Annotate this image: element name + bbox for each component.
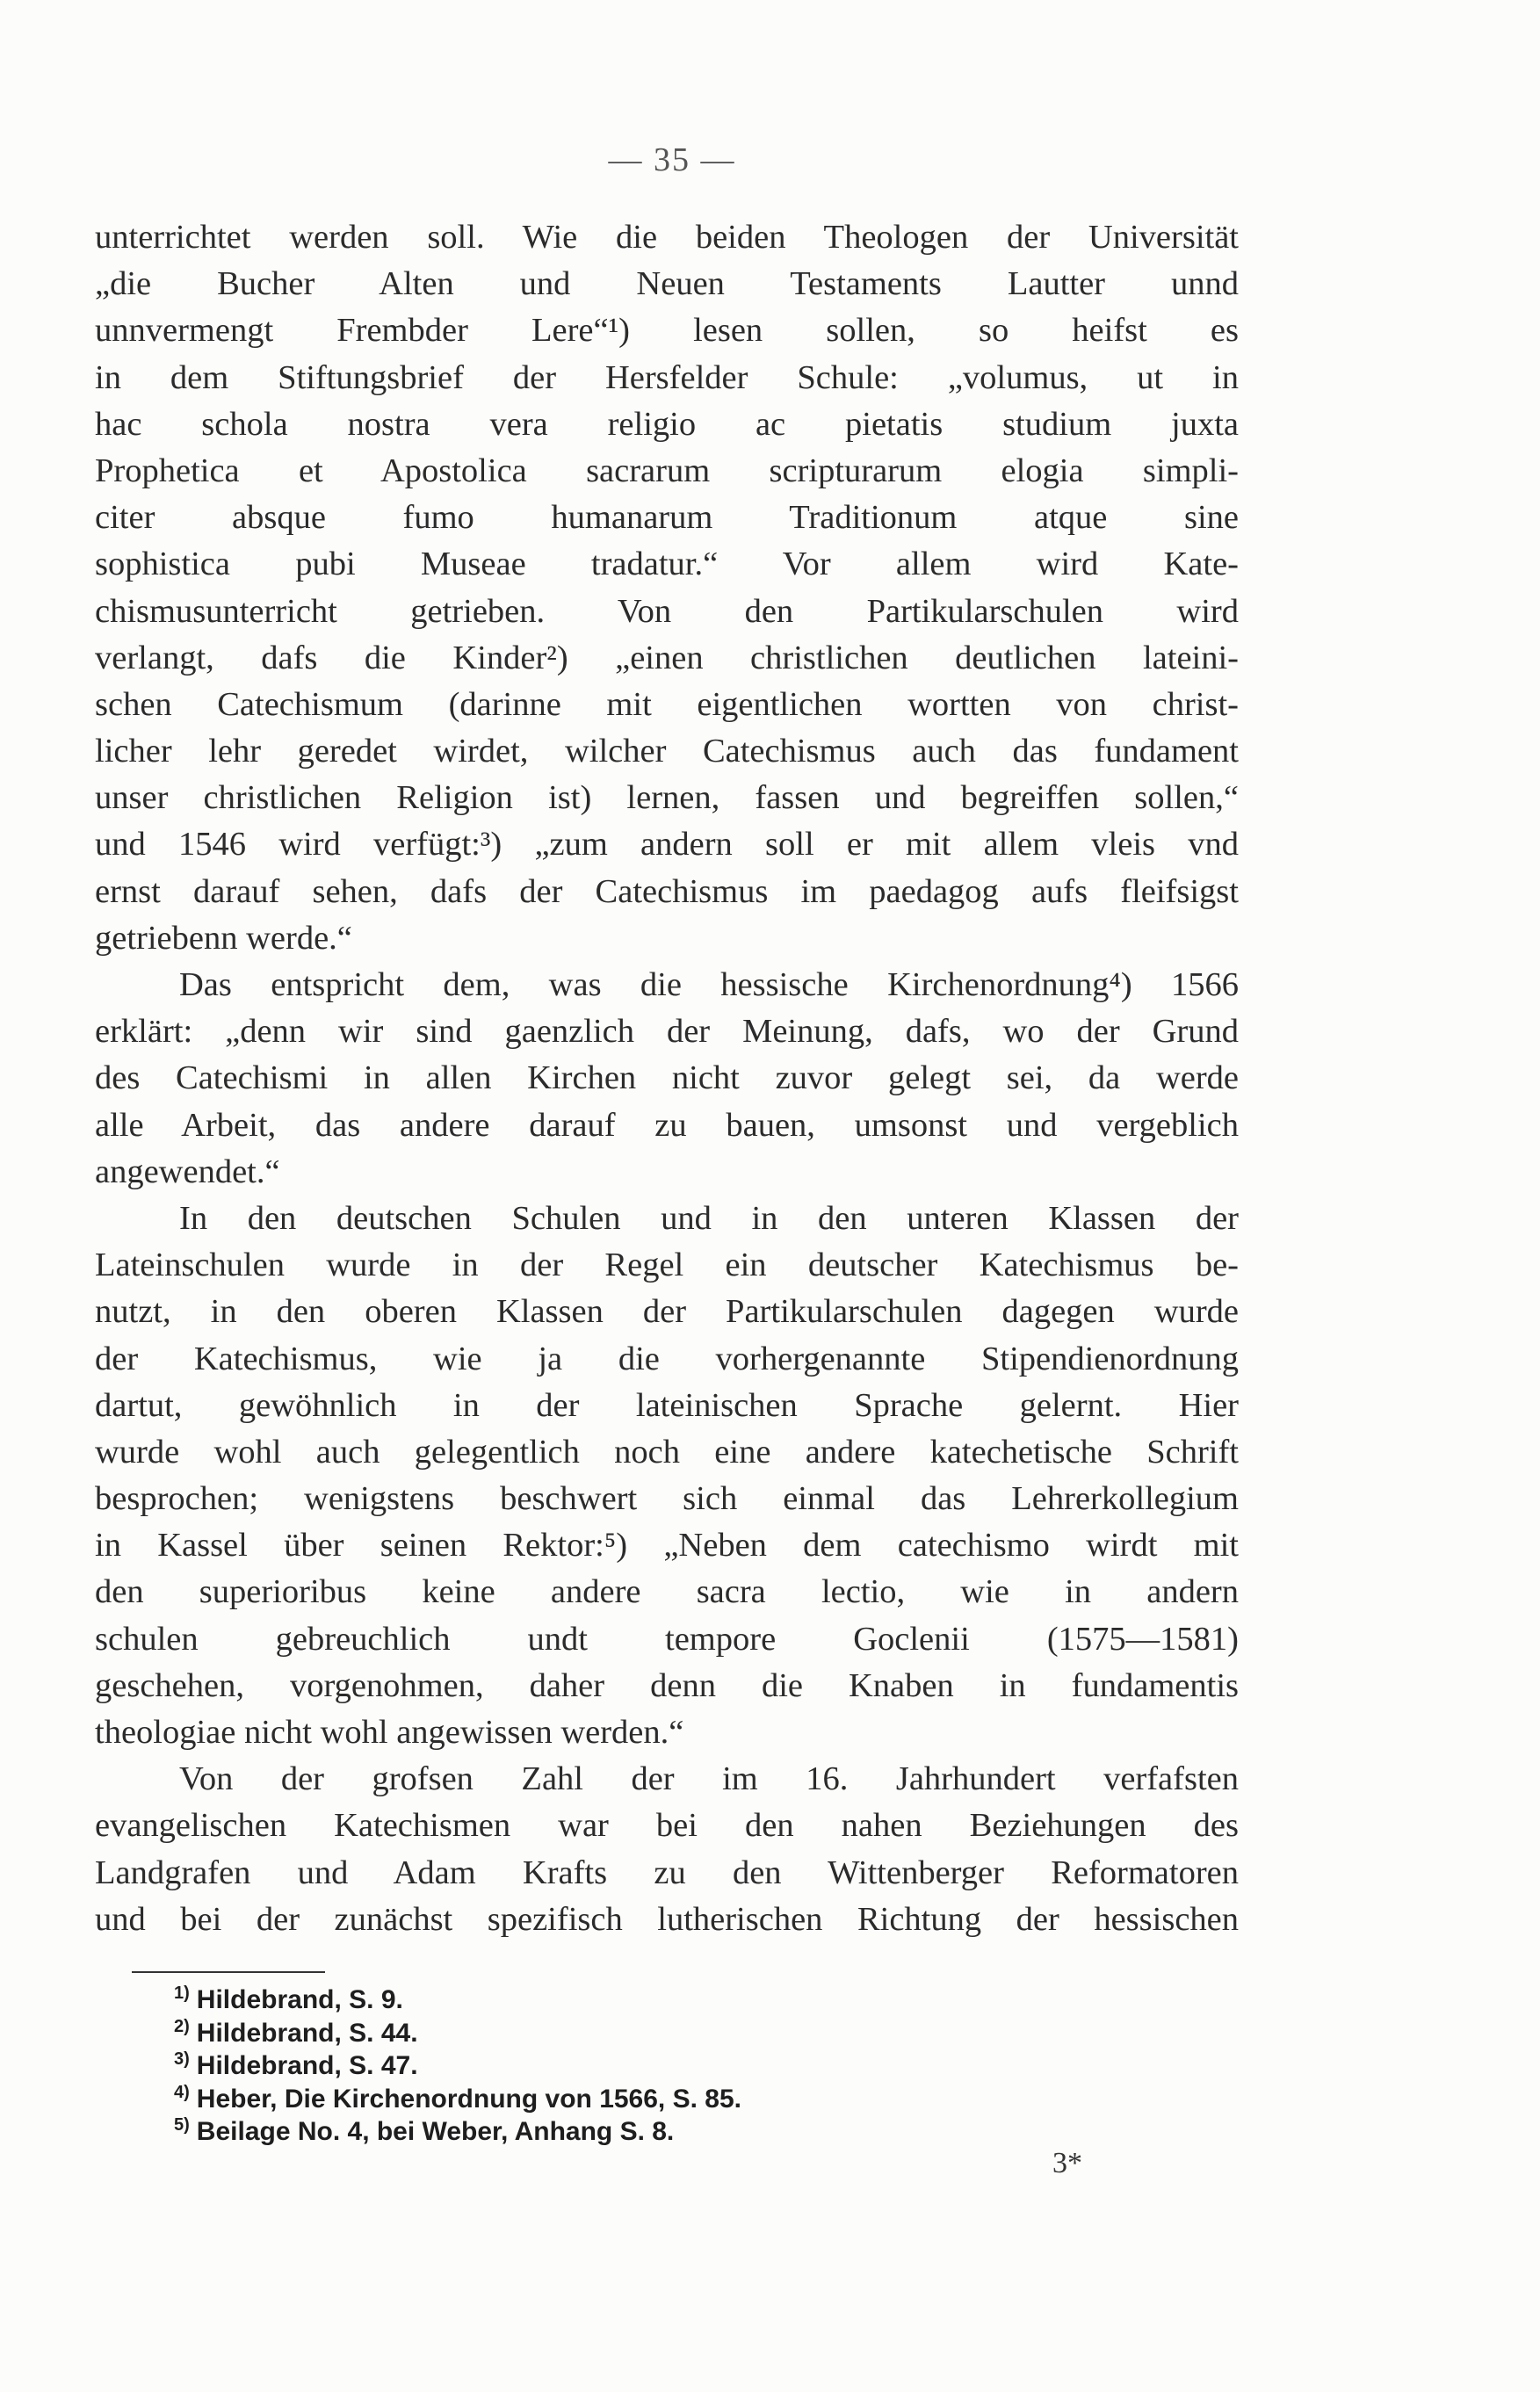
text-line: verlangt, dafs die Kinder²) „einen christlichen deutlichen lateini- xyxy=(95,639,1239,676)
text-line: citer absque fumo humanarum Traditionum atque sine xyxy=(95,499,1239,537)
footnotes xyxy=(174,1984,741,2149)
text-line: theologiae nicht wohl angewissen werden.“ xyxy=(95,1714,684,1751)
text-line: geschehen, vorgenohmen, daher denn die Knaben in fundamentis xyxy=(95,1666,1239,1704)
footnote-text: Hildebrand, S. 44. xyxy=(196,2018,418,2048)
text-line: hac schola nostra vera religio ac pietatis studium juxta xyxy=(95,405,1239,443)
text-line: den superioribus keine andere sacra lectio, wie in andern xyxy=(95,1573,1239,1611)
text-line: unnvermengt Frembder Lere“¹) lesen sollen, so heifst es xyxy=(95,312,1239,350)
signature-mark: 3* xyxy=(1052,2147,1082,2179)
footnote-item xyxy=(174,2115,741,2149)
text-line: schen Catechismum (darinne mit eigentlichen wortten von christ- xyxy=(95,685,1239,723)
footnote-mark: 5) xyxy=(174,2115,190,2135)
text-line: erklärt: „denn wir sind gaenzlich der Meinung, dafs, wo der Grund xyxy=(95,1013,1239,1051)
text-line: alle Arbeit, das andere darauf zu bauen, umsonst und vergeblich xyxy=(95,1106,1239,1144)
text-line: Prophetica et Apostolica sacrarum scripturarum elogia simpli- xyxy=(95,452,1239,489)
text-line: des Catechismi in allen Kirchen nicht zuvor gelegt sei, da werde xyxy=(95,1059,1239,1097)
text-line: dartut, gewöhnlich in der lateinischen Sprache gelernt. Hier xyxy=(95,1386,1239,1424)
text-line: der Katechismus, wie ja die vorhergenannte Stipendienordnung xyxy=(95,1340,1239,1377)
text-line: evangelischen Katechismen war bei den nahen Beziehungen des xyxy=(95,1807,1239,1845)
text-line: Von der grofsen Zahl der im 16. Jahrhundert verfafsten xyxy=(179,1760,1239,1798)
body-text xyxy=(95,214,1239,1943)
text-line: in Kassel über seinen Rektor:⁵) „Neben dem catechismo wirdt mit xyxy=(95,1527,1239,1565)
text-line: und bei der zunächst spezifisch lutherischen Richtung der hessischen xyxy=(95,1900,1239,1938)
text-line: ernst darauf sehen, dafs der Catechismus im paedagog aufs fleifsigst xyxy=(95,872,1239,910)
footnote-text: Beilage No. 4, bei Weber, Anhang S. 8. xyxy=(196,2117,675,2146)
footnote-item xyxy=(174,1984,741,2017)
text-line: angewendet.“ xyxy=(95,1153,280,1190)
text-line: besprochen; wenigstens beschwert sich einmal das Lehrerkollegium xyxy=(95,1480,1239,1518)
footnote-mark: 3) xyxy=(174,2049,190,2069)
text-line: sophistica pubi Museae tradatur.“ Vor allem wird Kate- xyxy=(95,546,1239,583)
text-line: Landgrafen und Adam Krafts zu den Wittenberger Reformatoren xyxy=(95,1854,1239,1891)
text-line: unser christlichen Religion ist) lernen, fassen und begreiffen sollen,“ xyxy=(95,779,1239,817)
footnote-text: Hildebrand, S. 47. xyxy=(196,2051,418,2080)
text-line: chismusunterricht getrieben. Von den Partikularschulen wird xyxy=(95,592,1239,630)
footnote-divider xyxy=(132,1971,325,1973)
footnote-text: Hildebrand, S. 9. xyxy=(196,1985,403,2014)
text-line: in dem Stiftungsbrief der Hersfelder Schule: „volumus, ut in xyxy=(95,358,1239,396)
footnote-mark: 4) xyxy=(174,2082,190,2102)
text-line: nutzt, in den oberen Klassen der Partikularschulen dagegen wurde xyxy=(95,1293,1239,1331)
text-line: schulen gebreuchlich undt tempore Goclenii (1575—1581) xyxy=(95,1620,1239,1658)
footnote-item xyxy=(174,2083,741,2116)
footnote-item xyxy=(174,2049,741,2083)
text-line: Das entspricht dem, was die hessische Kirchenordnung⁴) 1566 xyxy=(179,966,1239,1003)
footnote-mark: 1) xyxy=(174,1984,190,2003)
page-number: — 35 — xyxy=(608,141,736,178)
text-line: licher lehr geredet wirdet, wilcher Catechismus auch das fundament xyxy=(95,733,1239,770)
text-line: unterrichtet werden soll. Wie die beiden Theologen der Universität xyxy=(95,219,1239,256)
text-line: getriebenn werde.“ xyxy=(95,919,352,957)
footnote-item xyxy=(174,2017,741,2050)
text-line: „die Bucher Alten und Neuen Testaments Lautter unnd xyxy=(95,265,1239,303)
text-line: In den deutschen Schulen und in den unteren Klassen der xyxy=(179,1199,1239,1237)
footnote-mark: 2) xyxy=(174,2016,190,2036)
text-line: und 1546 wird verfügt:³) „zum andern soll er mit allem vleis vnd xyxy=(95,826,1239,864)
text-line: Lateinschulen wurde in der Regel ein deutscher Katechismus be- xyxy=(95,1247,1239,1284)
text-line: wurde wohl auch gelegentlich noch eine andere katechetische Schrift xyxy=(95,1433,1239,1471)
footnote-text: Heber, Die Kirchenordnung von 1566, S. 85. xyxy=(196,2084,741,2114)
